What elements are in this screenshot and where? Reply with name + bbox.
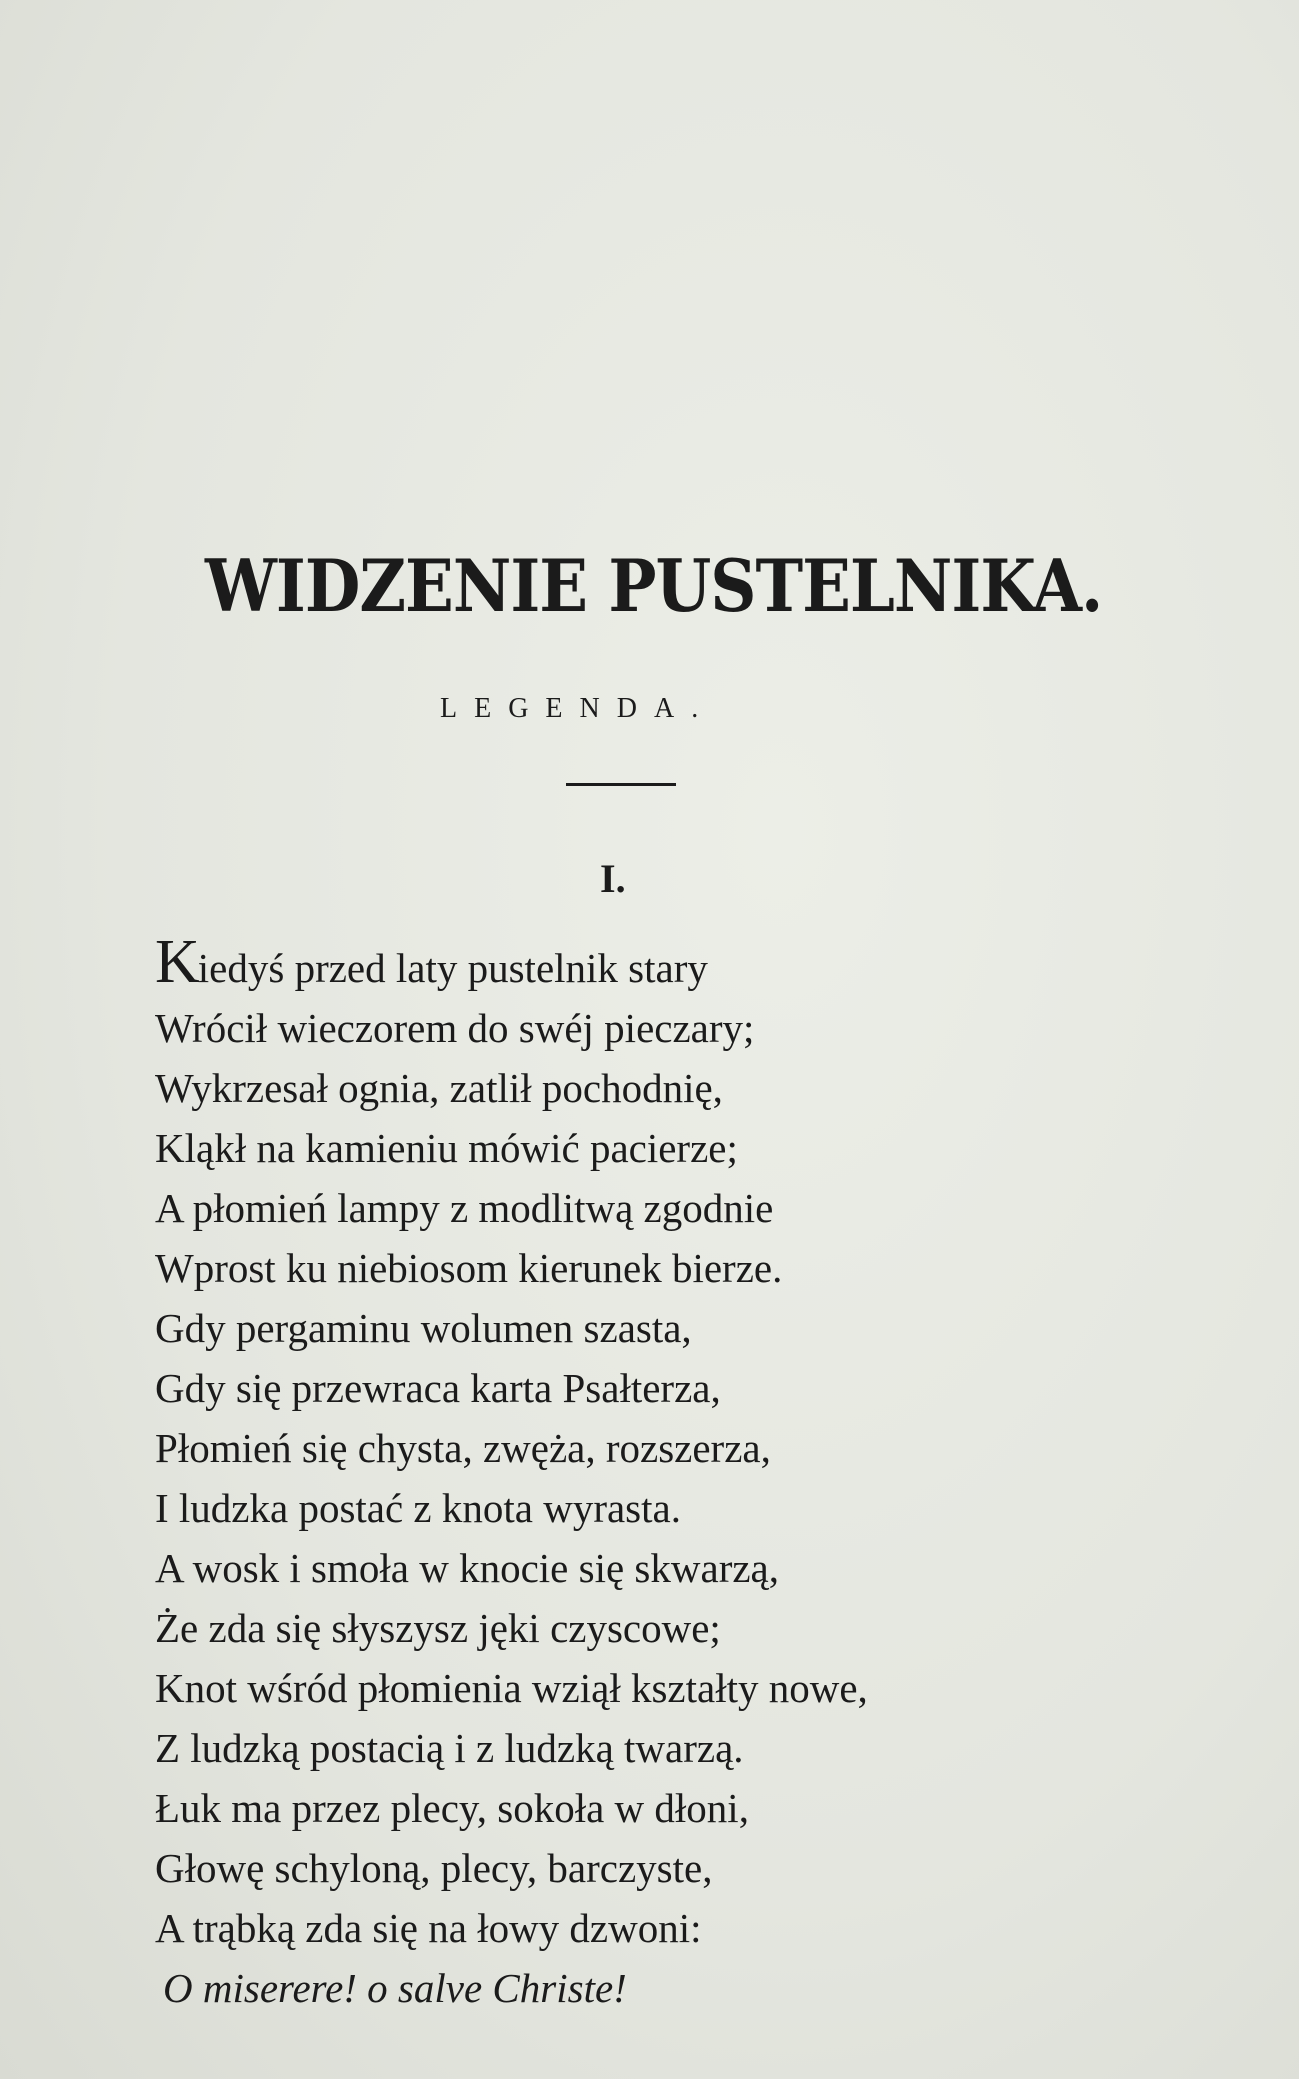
poem-line: Gdy pergaminu wolumen szasta, bbox=[155, 1305, 692, 1351]
poem-subtitle: LEGENDA. bbox=[440, 693, 716, 724]
poem-line: Wrócił wieczorem do swéj pieczary; bbox=[155, 1005, 755, 1051]
poem-line: A płomień lampy z modlitwą zgodnie bbox=[155, 1185, 774, 1231]
poem-line: A wosk i smoła w knocie się skwarzą, bbox=[155, 1545, 779, 1591]
poem-line: Knot wśród płomienia wziął kształty nowe, bbox=[155, 1665, 868, 1711]
poem-line: Wprost ku niebiosom kierunek bierze. bbox=[155, 1245, 783, 1291]
poem-line-first bbox=[155, 928, 1135, 998]
poem-line: Z ludzką postacią i z ludzką twarzą. bbox=[155, 1725, 744, 1771]
drop-cap-initial: K bbox=[155, 928, 198, 996]
poem-line: Kląkł na kamieniu mówić pacierze; bbox=[155, 1125, 738, 1171]
poem-line-first-text: iedyś przed laty pustelnik stary bbox=[197, 945, 708, 991]
poem-line-last: O miserere! o salve Christe! bbox=[163, 1965, 627, 2011]
poem-line: Że zda się słyszysz jęki czyscowe; bbox=[155, 1605, 721, 1651]
section-number: I. bbox=[600, 856, 626, 901]
poem-line: Płomień się chysta, zwęża, rozszerza, bbox=[155, 1425, 771, 1471]
poem-title: WIDZENIE PUSTELNIKA. bbox=[205, 545, 1103, 629]
poem-line: I ludzka postać z knota wyrasta. bbox=[155, 1485, 681, 1531]
poem-line: Gdy się przewraca karta Psałterza, bbox=[155, 1365, 721, 1411]
poem-line: Łuk ma przez plecy, sokoła w dłoni, bbox=[155, 1785, 749, 1831]
poem-line: Wykrzesał ognia, zatlił pochodnię, bbox=[155, 1065, 723, 1111]
title-divider bbox=[566, 783, 676, 786]
poem-line: A trąbką zda się na łowy dzwoni: bbox=[155, 1905, 702, 1951]
poem-body bbox=[155, 928, 1135, 2018]
poem-line: Głowę schyloną, plecy, barczyste, bbox=[155, 1845, 713, 1891]
